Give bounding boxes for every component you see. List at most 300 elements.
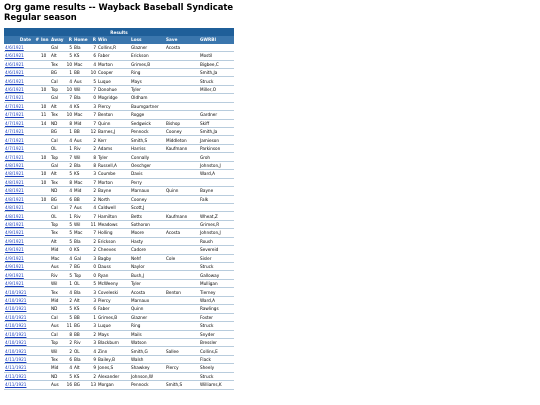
cell-game-number [32, 220, 40, 228]
cell-gwrbi: Grimes,R [199, 220, 234, 228]
cell-home-runs: 3 [88, 102, 97, 110]
column-header-home: Home [74, 37, 88, 43]
date-link[interactable]: 4/7/1921 [4, 102, 32, 110]
table-row [4, 220, 234, 228]
date-link[interactable]: 4/8/1921 [4, 170, 32, 178]
date-link[interactable]: 4/11/1921 [4, 355, 32, 363]
cell-home-team: Bla [73, 44, 88, 52]
cell-away-team: Cal [50, 203, 64, 211]
date-link[interactable]: 4/11/1921 [4, 372, 32, 380]
cell-away-team: Gal [50, 44, 64, 52]
cell-game-number [32, 237, 40, 245]
cell-save-pitcher [165, 220, 199, 228]
table-row [4, 60, 234, 68]
cell-losing-pitcher: Naylor [130, 263, 165, 271]
table-row [4, 322, 234, 330]
cell-game-number [32, 288, 40, 296]
cell-save-pitcher [165, 68, 199, 76]
table-row [4, 229, 234, 237]
cell-away-team: Mac [50, 254, 64, 262]
cell-inning: 10 [40, 153, 50, 161]
date-link[interactable]: 4/10/1921 [4, 347, 32, 355]
cell-inning [40, 161, 50, 169]
cell-home-team: Mac [73, 60, 88, 68]
cell-save-pitcher [165, 52, 199, 60]
cell-losing-pitcher: Pennock [130, 128, 165, 136]
cell-inning [40, 271, 50, 279]
cell-home-team: Bla [73, 355, 88, 363]
cell-gwrbi: Flack [199, 355, 234, 363]
table-row [4, 288, 234, 296]
cell-away-team: Mid [50, 296, 64, 304]
cell-gwrbi: Smith,Ja [199, 128, 234, 136]
cell-away-team: BG [50, 128, 64, 136]
table-row [4, 187, 234, 195]
cell-away-runs: 5 [64, 237, 73, 245]
date-link[interactable]: 4/7/1921 [4, 128, 32, 136]
cell-away-team: Alt [50, 52, 64, 60]
date-link[interactable]: 4/9/1921 [4, 237, 32, 245]
cell-inning: 10 [40, 85, 50, 93]
cell-away-runs: 5 [64, 220, 73, 228]
cell-winning-pitcher: Adams [97, 144, 130, 152]
cell-home-runs: 9 [88, 364, 97, 372]
cell-losing-pitcher: Cadore [130, 246, 165, 254]
cell-home-team: BB [73, 68, 88, 76]
page-subtitle: Regular season [4, 11, 77, 22]
cell-inning [40, 381, 50, 389]
cell-away-team: Mid [50, 364, 64, 372]
table-row [4, 338, 234, 346]
cell-save-pitcher [165, 203, 199, 211]
cell-gwrbi: Bressler [199, 338, 234, 346]
cell-away-team: Top [50, 338, 64, 346]
date-link[interactable]: 4/7/1921 [4, 119, 32, 127]
cell-home-team: KS [73, 246, 88, 254]
table-row [4, 195, 234, 203]
cell-game-number [32, 68, 40, 76]
cell-inning [40, 372, 50, 380]
cell-home-runs: 7 [88, 212, 97, 220]
cell-losing-pitcher: Oeschger [130, 161, 165, 169]
cell-winning-pitcher: Faber [97, 305, 130, 313]
table-row [4, 85, 234, 93]
date-link[interactable]: 4/10/1921 [4, 288, 32, 296]
cell-home-team: Riv [73, 338, 88, 346]
cell-away-team: ND [50, 119, 64, 127]
cell-winning-pitcher: Kerr [97, 136, 130, 144]
cell-home-runs: 3 [88, 254, 97, 262]
table-row [4, 119, 234, 127]
cell-home-runs: 8 [88, 161, 97, 169]
column-header-loss: Loss [130, 36, 165, 43]
cell-home-team: Aus [73, 136, 88, 144]
cell-winning-pitcher: Mays [97, 330, 130, 338]
cell-away-runs: 7 [64, 203, 73, 211]
cell-inning [40, 288, 50, 296]
cell-losing-pitcher: Acosta [130, 288, 165, 296]
cell-inning: 10 [40, 195, 50, 203]
cell-winning-pitcher: Coveleski [97, 288, 130, 296]
cell-winning-pitcher: Coumbe [97, 170, 130, 178]
cell-winning-pitcher: Erickson [97, 237, 130, 245]
cell-winning-pitcher: North [97, 195, 130, 203]
cell-inning [40, 305, 50, 313]
table-row [4, 153, 234, 161]
cell-losing-pitcher: Connally [130, 153, 165, 161]
cell-home-runs: 7 [88, 111, 97, 119]
cell-inning [40, 68, 50, 76]
date-link[interactable]: 4/7/1921 [4, 144, 32, 152]
cell-losing-pitcher: Mays [130, 77, 165, 85]
table-row [4, 381, 234, 389]
table-row [4, 364, 234, 372]
cell-home-team: Bla [73, 94, 88, 102]
cell-away-runs: 7 [64, 153, 73, 161]
cell-save-pitcher: Bishop [165, 119, 199, 127]
cell-save-pitcher: Kaufmann [165, 144, 199, 152]
cell-winning-pitcher: Bagby [97, 254, 130, 262]
cell-gwrbi: Williams,K [199, 381, 234, 389]
cell-inning [40, 263, 50, 271]
cell-away-runs: 2 [64, 338, 73, 346]
cell-winning-pitcher: Blackburn [97, 338, 130, 346]
cell-away-team: Gal [50, 94, 64, 102]
column-header-save: Save [165, 36, 199, 43]
cell-away-runs: 7 [64, 263, 73, 271]
date-link[interactable]: 4/6/1921 [4, 44, 32, 52]
cell-home-team: KS [73, 102, 88, 110]
table-row [4, 111, 234, 119]
results-table [4, 28, 234, 389]
cell-home-team: Riv [73, 212, 88, 220]
cell-losing-pitcher: Marnaux [130, 296, 165, 304]
cell-home-team: Top [73, 271, 88, 279]
cell-away-team: Top [50, 220, 64, 228]
cell-save-pitcher [165, 305, 199, 313]
cell-home-runs: 7 [88, 119, 97, 127]
cell-game-number [32, 136, 40, 144]
cell-gwrbi: Gardner [199, 111, 234, 119]
table-row [4, 102, 234, 110]
date-link[interactable]: 4/9/1921 [4, 271, 32, 279]
cell-save-pitcher [165, 60, 199, 68]
cell-home-runs: 2 [88, 372, 97, 380]
cell-inning [40, 313, 50, 321]
table-row [4, 237, 234, 245]
cell-game-number [32, 119, 40, 127]
table-header-row [4, 36, 234, 43]
date-link[interactable]: 4/10/1921 [4, 330, 32, 338]
column-header-date: Date [4, 36, 32, 43]
cell-game-number [32, 263, 40, 271]
cell-away-runs: 5 [64, 44, 73, 52]
column-header-gwrbi: GWRBI [199, 36, 234, 43]
cell-inning [40, 187, 50, 195]
date-link[interactable]: 4/10/1921 [4, 322, 32, 330]
cell-away-runs: 5 [64, 372, 73, 380]
results-page [4, 3, 536, 390]
cell-away-runs: 10 [64, 111, 73, 119]
cell-gwrbi: Mulligan [199, 279, 234, 287]
cell-away-runs: 0 [64, 246, 73, 254]
cell-home-runs: 5 [88, 77, 97, 85]
cell-losing-pitcher: Shawkey [130, 364, 165, 372]
cell-losing-pitcher: Glazner [130, 313, 165, 321]
cell-winning-pitcher: Mogridge [97, 94, 130, 102]
cell-save-pitcher [165, 170, 199, 178]
cell-away-runs: 10 [64, 60, 73, 68]
cell-losing-pitcher: Harriss [130, 144, 165, 152]
table-row [4, 305, 234, 313]
date-link[interactable]: 4/7/1921 [4, 153, 32, 161]
date-link[interactable]: 4/8/1921 [4, 187, 32, 195]
cell-winning-pitcher: Barnes,J [97, 128, 130, 136]
cell-away-runs: 4 [64, 364, 73, 372]
cell-home-team: OL [73, 347, 88, 355]
cell-losing-pitcher: Pennock [130, 381, 165, 389]
date-link[interactable]: 4/8/1921 [4, 178, 32, 186]
cell-losing-pitcher: Marnaux [130, 187, 165, 195]
cell-home-team: BG [73, 263, 88, 271]
date-link[interactable]: 4/10/1921 [4, 313, 32, 321]
column-header-number: # [32, 36, 40, 43]
cell-gwrbi: Skiff [199, 119, 234, 127]
cell-home-team: Aus [73, 77, 88, 85]
cell-save-pitcher [165, 296, 199, 304]
cell-game-number [32, 60, 40, 68]
cell-home-runs: 12 [88, 128, 97, 136]
cell-game-number [32, 170, 40, 178]
cell-gwrbi: Bayne [199, 187, 234, 195]
cell-winning-pitcher: Ryan [97, 271, 130, 279]
date-link[interactable]: 4/9/1921 [4, 254, 32, 262]
date-link[interactable]: 4/8/1921 [4, 161, 32, 169]
cell-game-number [32, 44, 40, 52]
date-link[interactable]: 4/6/1921 [4, 60, 32, 68]
cell-away-runs: 1 [64, 279, 73, 287]
cell-gwrbi: Mostil [199, 52, 234, 60]
date-link[interactable]: 4/7/1921 [4, 94, 32, 102]
cell-save-pitcher [165, 161, 199, 169]
cell-gwrbi: Wheat,Z [199, 212, 234, 220]
cell-home-runs: 3 [88, 296, 97, 304]
cell-save-pitcher [165, 246, 199, 254]
cell-away-runs: 4 [64, 288, 73, 296]
cell-home-runs: 11 [88, 220, 97, 228]
cell-away-runs: 2 [64, 347, 73, 355]
cell-losing-pitcher: Nehf [130, 254, 165, 262]
date-link[interactable]: 4/7/1921 [4, 111, 32, 119]
date-link[interactable]: 4/8/1921 [4, 212, 32, 220]
cell-save-pitcher [165, 102, 199, 110]
cell-home-team: KS [73, 372, 88, 380]
cell-winning-pitcher: Cheeves [97, 246, 130, 254]
cell-away-runs: 5 [64, 52, 73, 60]
cell-home-runs: 9 [88, 355, 97, 363]
cell-winning-pitcher: Faber [97, 52, 130, 60]
cell-inning [40, 364, 50, 372]
cell-away-runs: 4 [64, 187, 73, 195]
cell-save-pitcher [165, 77, 199, 85]
table-row [4, 94, 234, 102]
cell-gwrbi: Collins,E [199, 347, 234, 355]
date-link[interactable]: 4/6/1921 [4, 52, 32, 60]
cell-inning [40, 347, 50, 355]
cell-away-team: Wil [50, 279, 64, 287]
date-link[interactable]: 4/10/1921 [4, 296, 32, 304]
cell-home-runs: 0 [88, 94, 97, 102]
date-link[interactable]: 4/6/1921 [4, 85, 32, 93]
cell-winning-pitcher: Grimes,B [97, 313, 130, 321]
cell-losing-pitcher: Smith,S [130, 136, 165, 144]
cell-home-team: BB [73, 313, 88, 321]
cell-save-pitcher: Quinn [165, 187, 199, 195]
cell-home-team: BB [73, 195, 88, 203]
table-row [4, 271, 234, 279]
date-link[interactable]: 4/8/1921 [4, 195, 32, 203]
cell-inning [40, 44, 50, 52]
cell-away-runs: 5 [64, 305, 73, 313]
date-link[interactable]: 4/7/1921 [4, 136, 32, 144]
cell-home-runs: 1 [88, 313, 97, 321]
cell-save-pitcher: Cole [165, 254, 199, 262]
date-link[interactable]: 4/8/1921 [4, 203, 32, 211]
cell-home-runs: 4 [88, 60, 97, 68]
cell-away-runs: 4 [64, 77, 73, 85]
cell-home-runs: 0 [88, 263, 97, 271]
cell-losing-pitcher: Moore [130, 229, 165, 237]
cell-away-team: Cal [50, 313, 64, 321]
cell-save-pitcher [165, 271, 199, 279]
cell-game-number [32, 195, 40, 203]
date-link[interactable]: 4/9/1921 [4, 263, 32, 271]
cell-home-runs: 7 [88, 85, 97, 93]
cell-home-runs: 2 [88, 330, 97, 338]
cell-away-runs: 4 [64, 136, 73, 144]
cell-home-team: Bla [73, 288, 88, 296]
cell-inning [40, 77, 50, 85]
cell-away-team: BG [50, 68, 64, 76]
cell-gwrbi: Severeid [199, 246, 234, 254]
cell-inning: 10 [40, 170, 50, 178]
cell-gwrbi [199, 44, 234, 52]
cell-home-team: Aus [73, 203, 88, 211]
cell-game-number [32, 305, 40, 313]
table-row [4, 330, 234, 338]
cell-away-runs: 5 [64, 170, 73, 178]
cell-save-pitcher [165, 313, 199, 321]
cell-gwrbi: Tierney [199, 288, 234, 296]
cell-inning: 10 [40, 102, 50, 110]
date-link[interactable]: 4/10/1921 [4, 338, 32, 346]
cell-game-number [32, 111, 40, 119]
cell-losing-pitcher: Sedgwick [130, 119, 165, 127]
date-link[interactable]: 4/9/1921 [4, 246, 32, 254]
cell-home-team: Alt [73, 296, 88, 304]
cell-gwrbi [199, 178, 234, 186]
cell-away-runs: 8 [64, 119, 73, 127]
cell-away-team: Cal [50, 330, 64, 338]
cell-away-runs: 8 [64, 178, 73, 186]
date-link[interactable]: 4/9/1921 [4, 229, 32, 237]
cell-save-pitcher [165, 338, 199, 346]
date-link[interactable]: 4/8/1921 [4, 220, 32, 228]
cell-save-pitcher [165, 111, 199, 119]
table-row [4, 77, 234, 85]
cell-game-number [32, 279, 40, 287]
cell-home-team: BG [73, 322, 88, 330]
cell-home-runs: 5 [88, 279, 97, 287]
cell-inning [40, 296, 50, 304]
cell-away-team: Wil [50, 347, 64, 355]
date-link[interactable]: 4/6/1921 [4, 68, 32, 76]
cell-away-team: Tex [50, 355, 64, 363]
cell-inning: 10 [40, 178, 50, 186]
cell-winning-pitcher: Alexander [97, 372, 130, 380]
cell-winning-pitcher: Morgan [97, 381, 130, 389]
cell-away-runs: 1 [64, 212, 73, 220]
cell-losing-pitcher: Tyler [130, 279, 165, 287]
cell-losing-pitcher: Erickson [130, 52, 165, 60]
cell-home-runs: 2 [88, 144, 97, 152]
cell-gwrbi: Johnston,J [199, 161, 234, 169]
cell-save-pitcher: Benton [165, 288, 199, 296]
cell-home-team: BG [73, 381, 88, 389]
cell-game-number [32, 322, 40, 330]
cell-save-pitcher: Piercy [165, 364, 199, 372]
cell-losing-pitcher: Johnson,W [130, 372, 165, 380]
cell-save-pitcher [165, 322, 199, 330]
cell-home-runs: 2 [88, 195, 97, 203]
table-row [4, 296, 234, 304]
date-link[interactable]: 4/10/1921 [4, 305, 32, 313]
date-link[interactable]: 4/11/1921 [4, 364, 32, 372]
cell-save-pitcher: Sallee [165, 347, 199, 355]
cell-game-number [32, 364, 40, 372]
cell-losing-pitcher: Ring [130, 322, 165, 330]
cell-home-team: Mac [73, 178, 88, 186]
cell-away-runs: 1 [64, 128, 73, 136]
cell-winning-pitcher: Hamilton [97, 212, 130, 220]
cell-inning [40, 212, 50, 220]
cell-inning [40, 237, 50, 245]
cell-losing-pitcher: Cooney [130, 195, 165, 203]
cell-away-team: Tex [50, 229, 64, 237]
date-link[interactable]: 4/6/1921 [4, 77, 32, 85]
date-link[interactable]: 4/9/1921 [4, 279, 32, 287]
date-link[interactable]: 4/11/1921 [4, 381, 32, 389]
cell-game-number [32, 229, 40, 237]
cell-inning [40, 322, 50, 330]
cell-game-number [32, 212, 40, 220]
table-row [4, 246, 234, 254]
cell-gwrbi: Foster [199, 313, 234, 321]
cell-game-number [32, 246, 40, 254]
cell-winning-pitcher: Meadows [97, 220, 130, 228]
cell-losing-pitcher: Hasty [130, 237, 165, 245]
cell-losing-pitcher: Grimes,B [130, 60, 165, 68]
cell-gwrbi: Roush [199, 237, 234, 245]
cell-home-runs: 6 [88, 52, 97, 60]
cell-save-pitcher [165, 355, 199, 363]
cell-winning-pitcher: Holling [97, 229, 130, 237]
cell-winning-pitcher: Dauss [97, 263, 130, 271]
cell-winning-pitcher: Quinn [97, 119, 130, 127]
cell-gwrbi: Rawlings [199, 305, 234, 313]
table-row [4, 178, 234, 186]
cell-home-team: KS [73, 170, 88, 178]
